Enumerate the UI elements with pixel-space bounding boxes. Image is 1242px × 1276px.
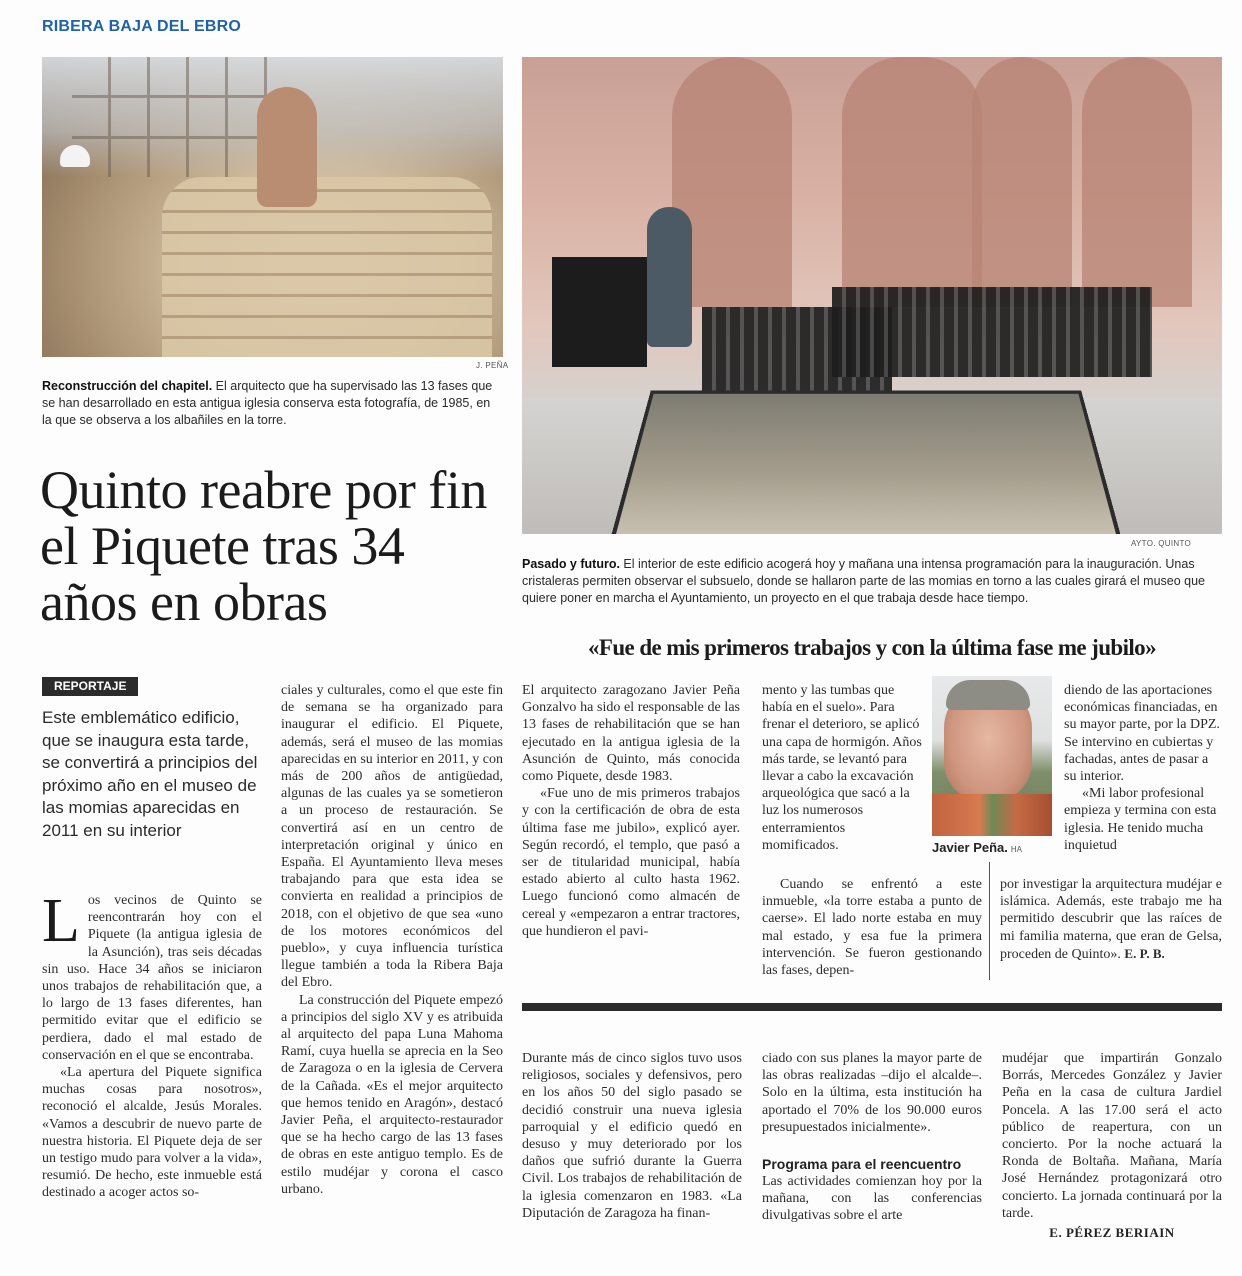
drop-cap: L bbox=[42, 887, 80, 955]
helmet-graphic bbox=[60, 145, 90, 167]
photo1-caption bbox=[42, 378, 502, 429]
portrait-credit: HA bbox=[1010, 845, 1023, 854]
sidebar-paragraph: «Mi labor profesional empieza y termina con esta iglesia. He tenido mucha inquietud bbox=[1064, 786, 1217, 853]
sidebar-paragraph: diendo de las aportaciones económicas financiadas, en su mayor parte, por la DPZ. Se intervino en cubiertas y fachadas, antes de pasar a su interior. bbox=[1064, 683, 1220, 785]
sidebar-column-b-bottom bbox=[762, 876, 982, 979]
sidebar-column-a bbox=[522, 682, 740, 940]
portrait-caption bbox=[932, 840, 1022, 855]
sidebar-bottom-rule bbox=[522, 1003, 1222, 1011]
chair-cart-graphic bbox=[552, 257, 647, 367]
arch-graphic bbox=[842, 57, 982, 307]
sidebar-column-c-top bbox=[1064, 682, 1222, 854]
worker-figure bbox=[257, 87, 317, 207]
photo2-caption bbox=[522, 556, 1222, 607]
sidebar-paragraph: Cuando se enfrentó a este inmueble, «la torre estaba a punto de caerse». El lado norte estaba en muy mal estado, y esa fue la primera intervención. Se fueron gestionando las fases, depen- bbox=[762, 877, 982, 979]
article-paragraph: «La apertura del Piquete significa muchas cosas para nosotros», reconoció el alcalde, Jesús Morales. «Vamos a descubrir de nuevo parte de nuestra historia. El Piquete deja de ser un testigo mudo para volver a la vida», resumió. De hecho, este inmueble está destinado a acoger actos so- bbox=[42, 1065, 262, 1201]
section-header: RIBERA BAJA DEL EBRO bbox=[42, 18, 241, 35]
article-paragraph: ciado con sus planes la mayor parte de las obras realizadas –dijo el alcalde–. Solo en la última, esta institución ha aportado el 70% de los 90.000 euros presupuestados inicialmente». bbox=[762, 1051, 982, 1135]
section-tag: REPORTAJE bbox=[42, 677, 138, 696]
sidebar-column-c-bottom bbox=[1000, 876, 1222, 963]
article-column-2 bbox=[281, 682, 503, 1198]
sidebar-paragraph: mento y las tumbas que había en el suelo». Para frenar el deterioro, se aplicó una capa de hormigón. Años más tarde, se levantó para llevar a cabo la excavación arqueológica que sacó a la luz los numerosos enterramientos momificados. bbox=[762, 683, 922, 853]
article-paragraph: ciales y culturales, como el que este fin de semana se ha organizado para inaugurar el edificio. El Piquete, además, será el museo de las momias aparecidas en su interior en 2011, y con más de 200 años de antigüedad, algunas de las cuales ya se sometieron a un proceso de restauración. Se convertirá así en un centro de interpretación original y único en España. El Ayuntamiento lleva meses trabajando para que esta idea se convierta en realidad a principios de 2018, con el objetivo de que sea «uno de los motores económicos del pueblo», y cuya influencia turística llegue también a toda la Ribera Baja del Ebro. bbox=[281, 683, 503, 991]
article-column-4 bbox=[762, 1050, 982, 1225]
article-column-5 bbox=[1002, 1050, 1222, 1241]
photo2-caption-title: Pasado y futuro. bbox=[522, 557, 620, 571]
photo-chapitel-reconstruction bbox=[42, 57, 503, 357]
lede: Este emblemático edificio, que se inaugura esta tarde, se convertirá a principios del próximo año en el museo de las momias aparecidas en 2011 en su interior bbox=[42, 708, 258, 840]
article-column-3 bbox=[522, 1050, 742, 1222]
photo1-credit: J. PEÑA bbox=[476, 361, 509, 370]
chairs-graphic bbox=[832, 287, 1152, 377]
article-paragraph: Las actividades comienzan hoy por la mañana, con las conferencias divulgativas sobre el arte bbox=[762, 1174, 982, 1224]
sidebar-column-b-top bbox=[762, 682, 922, 854]
scaffold-graphic bbox=[72, 57, 272, 177]
column-divider bbox=[989, 862, 990, 980]
photo1-caption-title: Reconstrucción del chapitel. bbox=[42, 379, 213, 393]
photo-church-interior bbox=[522, 57, 1222, 534]
glass-floor-graphic bbox=[610, 391, 1123, 534]
article-paragraph: La construcción del Piquete empezó a principios del siglo XV y es atribuida al arquitecto del papa Luna Mahoma Ramí, cuya huella se aprecia en la Seo de Zaragoza o en la iglesia de Cervera de la Cañada. «Es el mejor arquitecto que hemos tenido en Aragón», destacó Javier Peña, el arquitecto-restaurador que se ha hecho cargo de las 13 fases de obras en este antiguo templo. Es de estilo mudéjar y corona el casco urbano. bbox=[281, 992, 503, 1197]
portrait-name: Javier Peña. bbox=[932, 840, 1008, 855]
sidebar-paragraph: por investigar la arquitectura mudéjar e islámica. Además, este trabajo me ha permitido descubrir que las raíces de mi familia materna, que eran de Gelsa, proceden de Quinto». bbox=[1000, 877, 1222, 962]
article-column-1 bbox=[42, 887, 262, 1202]
article-paragraph: Durante más de cinco siglos tuvo usos religiosos, sociales y defensivos, pero en los años 50 del siglo pasado se decidió construir una nueva iglesia parroquial y el edificio quedó en desuso y muy deteriorado por los daños que sufrió durante la Guerra Civil. Los trabajos de rehabilitación de la iglesia comenzaron en 1983. «La Diputación de Zaragoza ha finan- bbox=[522, 1051, 742, 1221]
portrait-hair bbox=[946, 680, 1030, 710]
photo2-credit: AYTO. QUINTO bbox=[1131, 539, 1192, 548]
worker-figure bbox=[647, 207, 692, 347]
sidebar-signature: E. P. B. bbox=[1124, 945, 1165, 961]
portrait-javier-pena bbox=[932, 676, 1052, 836]
photo2-caption-text: El interior de este edificio acogerá hoy y mañana una intensa programación para la inauguración. Unas cristaleras permiten observar el subsuelo, donde se hallaron parte de las momias en torno a las cuales girará el museo que quiere poner en marcha el Ayuntamiento, un proyecto en el que trabaja desde hace tiempo. bbox=[522, 557, 1206, 605]
sidebar-paragraph: «Fue uno de mis primeros trabajos y con la certificación de obra de esta última fase me jubilo», explicó ayer. Según recordó, el templo, que pasó a ser de titularidad municipal, había estado abierto al culto hasta 1962. Luego funcionó como almacén de cereal y «empezaron a entrar tractores, que hundieron el pavi- bbox=[522, 786, 740, 939]
article-paragraph: os vecinos de Quinto se reencontrarán hoy con el Piquete (la antigua iglesia de la Asunción), tras seis décadas sin uso. Hace 34 años se iniciaron unos trabajos de rehabilitación que, a lo largo de 13 fases diferentes, han permitido evitar que el edificio se perdiera, dado el mal estado de conservación en el que se encontraba. bbox=[42, 893, 262, 1063]
arch-graphic bbox=[972, 57, 1072, 307]
sidebar-pullquote: «Fue de mis primeros trabajos y con la última fase me jubilo» bbox=[588, 635, 1156, 660]
article-paragraph: mudéjar que impartirán Gonzalo Borrás, Mercedes González y Javier Peña en la casa de cultura Jardiel Poncela. A las 17.00 será el acto público de reapertura, con un concierto. Por la noche actuará la Ronda de Boltaña. Mañana, María José Hernández protagonizará otro concierto. La jornada continuará por la tarde. bbox=[1002, 1051, 1222, 1221]
article-subhead: Programa para el reencuentro bbox=[762, 1156, 962, 1173]
headline: Quinto reabre por fin el Piquete tras 34 años en obras bbox=[40, 460, 487, 632]
arch-graphic bbox=[1082, 57, 1192, 307]
portrait-jacket bbox=[932, 794, 1052, 836]
sidebar-paragraph: El arquitecto zaragozano Javier Peña Gonzalvo ha sido el responsable de las 13 fases de rehabilitación que se han ejecutado en la antigua iglesia de la Asunción de Quinto, más conocida como Piquete, desde 1983. bbox=[522, 683, 740, 785]
tower-wall-graphic bbox=[162, 177, 492, 357]
article-byline: E. PÉREZ BERIAIN bbox=[1049, 1225, 1175, 1241]
photo1-caption-text: El arquitecto que ha supervisado las 13 fases que se han desarrollado en esta antigua iglesia conserva esta fotografía, de 1985, en la que se observa a los albañiles en la torre. bbox=[42, 379, 493, 427]
